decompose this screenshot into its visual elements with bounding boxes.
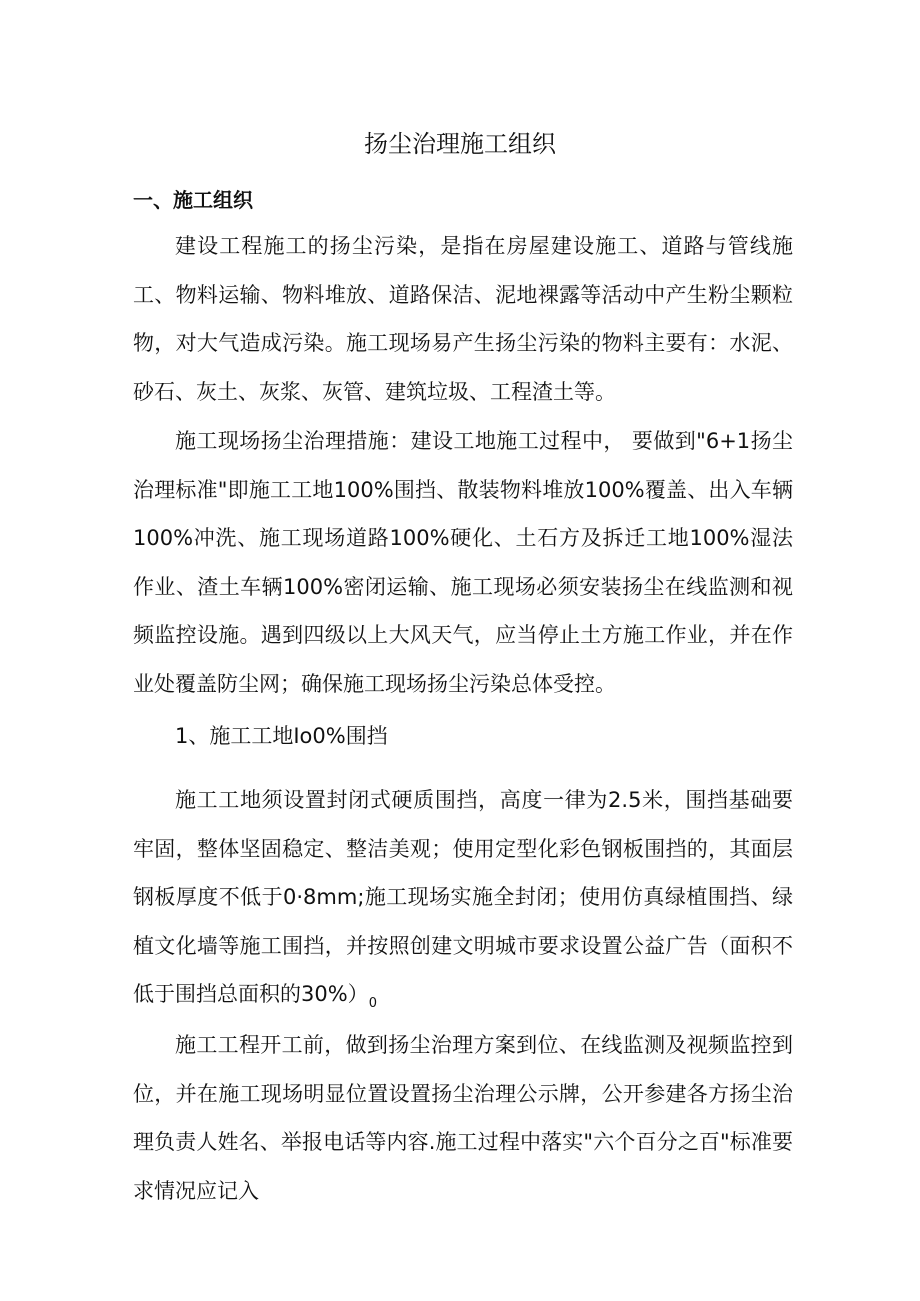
paragraph-pre-construction: 施工工程开工前，做到扬尘治理方案到位、在线监测及视频监控到位，并在施工现场明显位置设置扬尘治理公示牌，公开参建各方扬尘治理负责人姓名、举报电话等内容.施工过程中落实"六个百分之百"标准要求情况应记入	[133, 1033, 793, 1203]
subsection-heading-enclosure: 1、施工工地Io0%围挡	[175, 724, 388, 748]
paragraph-enclosure-text: 施工工地须设置封闭式硬质围挡，高度一律为2.5米，围挡基础要牢固，整体坚固稳定、整洁美观；使用定型化彩色钢板围挡的，其面层钢板厚度不低于0·8mm;施工现场实施全封闭；使用仿真绿植围挡、绿植文化墙等施工围挡，并按照创建文明城市要求设置公益广告（面积不低于围挡总面积的30%）	[133, 788, 793, 1006]
document-title: 扬尘治理施工组织	[364, 130, 556, 158]
trailing-mark: 0	[368, 996, 377, 1011]
section-heading: 一、施工组织	[133, 188, 253, 212]
paragraph-dust-pollution-definition: 建设工程施工的扬尘污染，是指在房屋建设施工、道路与管线施工、物料运输、物料堆放、道路保洁、泥地裸露等活动中产生粉尘颗粒物，对大气造成污染。施工现场易产生扬尘污染的物料主要有：水泥、砂石、灰土、灰浆、灰管、建筑垃圾、工程渣土等。	[133, 234, 793, 404]
paragraph-dust-control-measures: 施工现场扬尘治理措施：建设工地施工过程中， 要做到"6+1扬尘治理标准"即施工工地100%围挡、散装物料堆放100%覆盖、出入车辆100%冲洗、施工现场道路100%硬化、土石方及拆迁工地100%湿法作业、渣土车辆100%密闭运输、施工现场必须安装扬尘在线监测和视频监控设施。遇到四级以上大风天气，应当停止土方施工作业，并在作业处覆盖防尘网；确保施工现场扬尘污染总体受控。	[133, 429, 793, 696]
paragraph-enclosure-requirements	[133, 776, 793, 1029]
